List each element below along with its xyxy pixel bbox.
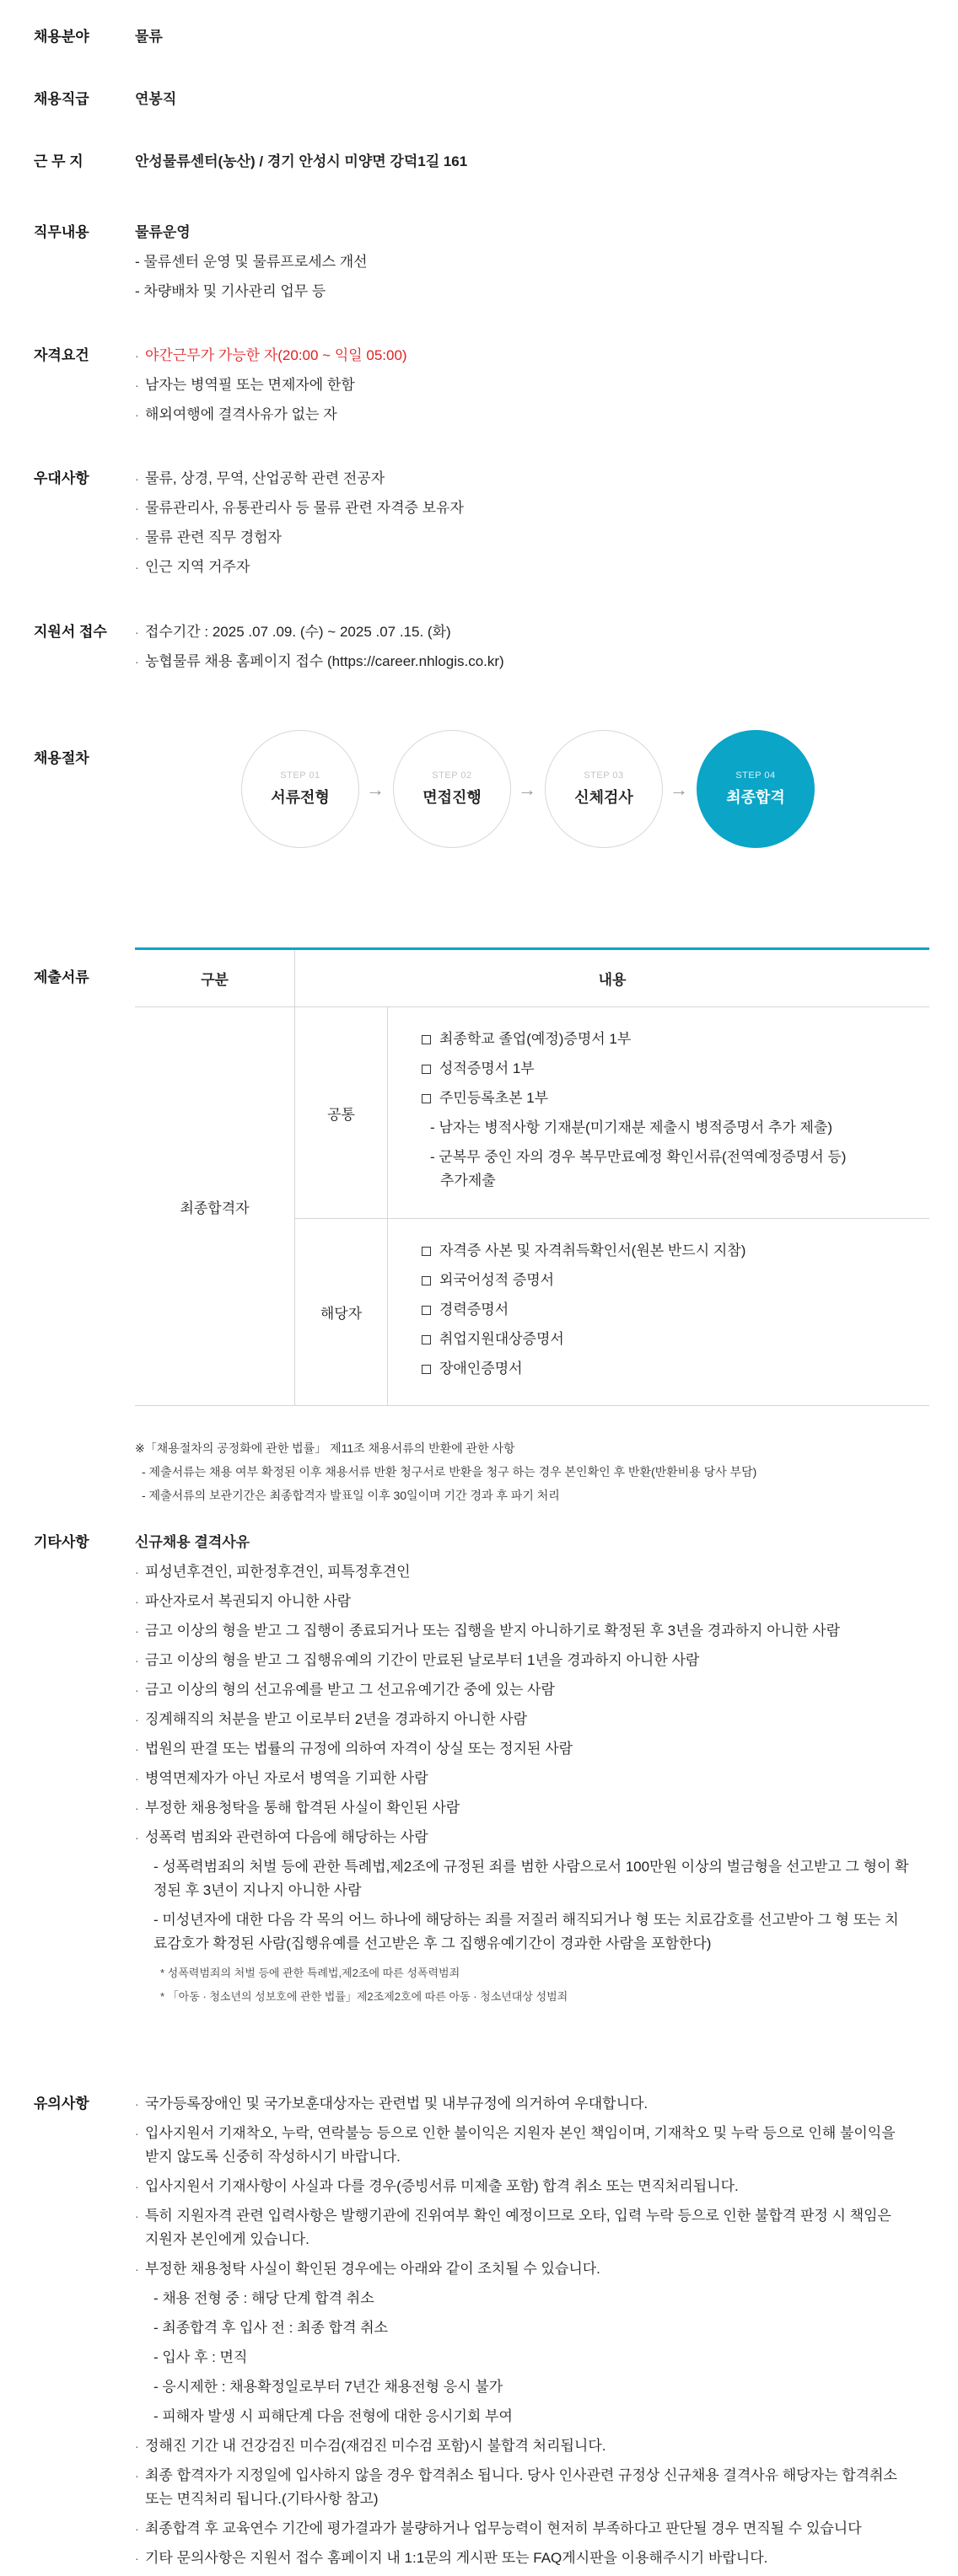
step-name: 면접진행 [422, 789, 482, 806]
footnote: * 「아동 · 청소년의 성보호에 관한 법률」제2조제2호에 따른 아동 · 청소년대상 성범죄 [160, 1990, 568, 2003]
application-period: 접수기간 : 2025 .07 .09. (수) ~ 2025 .07 .15. (화) [145, 624, 451, 640]
square-bullet-icon [422, 1365, 431, 1374]
bullet-icon: · [135, 502, 139, 515]
document-sub-item: - 남자는 병적사항 기재분(미기재분 제출시 병적증명서 추가 제출) [430, 1119, 833, 1135]
disqualification-item: 파산자로서 복권되지 아니한 사람 [145, 1593, 352, 1609]
step-2 [393, 730, 511, 848]
position-value: 연봉직 [135, 91, 177, 107]
bullet-icon: · [135, 561, 139, 574]
field-row [34, 25, 928, 59]
bullet-icon: · [135, 1713, 139, 1726]
document-item: 취업지원대상증명서 [439, 1331, 564, 1347]
document-item: 자격증 사본 및 자격취득확인서(원본 반드시 지참) [439, 1242, 746, 1258]
qualification-item: 해외여행에 결격사유가 없는 자 [145, 406, 337, 422]
group-final-candidates: 최종합격자 [135, 1007, 295, 1405]
caution-item: 국가등록장애인 및 국가보훈대상자는 관련법 및 내부규정에 의거하여 우대합니다. [145, 2096, 649, 2112]
step-name: 최종합격 [726, 789, 785, 806]
disqualification-item: 성폭력 범죄와 관련하여 다음에 해당하는 사람 [145, 1829, 428, 1845]
bullet-icon: · [135, 2552, 139, 2565]
bullet-icon: · [135, 531, 139, 545]
bullet-icon: · [135, 1624, 139, 1638]
caution-sub-item: - 최종합격 후 입사 전 : 최종 합격 취소 [153, 2320, 389, 2336]
disqualification-item: 부정한 채용청탁을 통해 합격된 사실이 확인된 사람 [145, 1800, 460, 1816]
caution-item: 최종합격 후 교육연수 기간에 평가결과가 불량하거나 업무능력이 현저히 부족하다고 판단될 경우 면직될 수 있습니다 [145, 2520, 862, 2536]
row-label-applicable: 해당자 [295, 1219, 388, 1405]
disqualification-sub-item: - 미성년자에 대한 다음 각 목의 어느 하나에 해당하는 죄를 저질러 해직되거나 형 또는 치료감호를 선고받아 그 형 또는 치료감호가 확정된 사람(집행유예를 선고받은 후 그 집행유예기간이 경과한 사람을 포함한다) [153, 1912, 899, 1951]
qualification-item: 남자는 병역필 또는 면제자에 한함 [145, 377, 355, 393]
bullet-icon: · [135, 1831, 139, 1844]
disqualification-item: 금고 이상의 형의 선고유예를 받고 그 선고유예기간 중에 있는 사람 [145, 1682, 555, 1698]
bullet-icon: · [135, 1595, 139, 1608]
square-bullet-icon [422, 1335, 431, 1344]
bullet-icon: · [135, 1772, 139, 1785]
caution-item: 기타 문의사항은 지원서 접수 홈페이지 내 1:1문의 게시판 또는 FAQ게시판을 이용해주시기 바랍니다. [145, 2550, 768, 2566]
header-content: 내용 [598, 972, 627, 988]
document-item: 최종학교 졸업(예정)증명서 1부 [439, 1031, 632, 1047]
step-number: STEP 02 [432, 770, 472, 781]
square-bullet-icon [422, 1276, 431, 1285]
bullet-icon: · [135, 1654, 139, 1667]
application-label: 지원서 접수 [34, 624, 107, 640]
bullet-icon: · [135, 2209, 139, 2223]
disqualification-item: 징계해직의 처분을 받고 이로부터 2년을 경과하지 아니한 사람 [145, 1711, 528, 1727]
caution-sub-item: - 입사 후 : 면직 [153, 2349, 248, 2365]
step-3 [545, 730, 663, 848]
footnote: * 성폭력범죄의 처벌 등에 관한 특례법,제2조에 따른 성폭력범죄 [160, 1967, 460, 1979]
location-label: 근 무 지 [34, 153, 83, 169]
cautions-row [34, 2092, 928, 2566]
step-number: STEP 03 [584, 770, 624, 781]
caution-item: 최종 합격자가 지정일에 입사하지 않을 경우 합격취소 됩니다. 당사 인사관련 규정상 신규채용 결격사유 해당자는 합격취소 또는 면직처리 됩니다.(기타사항 참고) [145, 2467, 897, 2507]
duties-item: - 물류센터 운영 및 물류프로세스 개선 [135, 254, 368, 270]
bullet-icon: · [135, 2097, 139, 2111]
duties-item: - 차량배차 및 기사관리 업무 등 [135, 283, 326, 299]
bullet-icon: · [135, 472, 139, 486]
note-retention: - 제출서류의 보관기간은 최종합격자 발표일 이후 30일이며 기간 경과 후 파기 처리 [142, 1489, 560, 1502]
bullet-icon: · [135, 1565, 139, 1579]
others-label: 기타사항 [34, 1534, 89, 1550]
table-header [135, 950, 929, 1007]
documents-notes [135, 1436, 928, 1507]
table-row-common [295, 1007, 929, 1218]
process-label: 채용절차 [34, 750, 89, 766]
preferences-label: 우대사항 [34, 470, 89, 486]
disqualification-item: 금고 이상의 형을 받고 그 집행유예의 기간이 만료된 날로부터 1년을 경과하지 아니한 사람 [145, 1652, 700, 1668]
caution-item: 정해진 기간 내 건강검진 미수검(재검진 미수검 포함)시 불합격 처리됩니다. [145, 2438, 606, 2454]
preference-item: 물류 관련 직무 경험자 [145, 529, 282, 545]
documents-table [135, 947, 929, 1406]
qualification-item-highlight: 야간근무가 가능한 자(20:00 ~ 익일 05:00) [145, 347, 407, 363]
caution-item: 입사지원서 기재착오, 누락, 연락불능 등으로 인한 불이익은 지원자 본인 책임이며, 기재착오 및 누락 등으로 인해 불이익을 받지 않도록 신중히 작성하시기 바랍니다. [145, 2125, 896, 2165]
field-label: 채용분야 [34, 29, 89, 45]
document-item: 장애인증명서 [439, 1360, 523, 1377]
document-item: 외국어성적 증명서 [439, 1272, 555, 1288]
row-label-common: 공통 [295, 1007, 388, 1218]
note-return: - 제출서류는 채용 여부 확정된 이후 채용서류 반환 청구서로 반환을 청구 하는 경우 본인확인 후 반환(반환비용 당사 부담) [142, 1465, 757, 1479]
duties-title: 물류운영 [135, 224, 191, 240]
duties-row [34, 221, 928, 314]
step-number: STEP 04 [735, 770, 776, 781]
cautions-label: 유의사항 [34, 2096, 89, 2112]
bullet-icon: · [135, 2522, 139, 2536]
caution-item: 입사지원서 기재사항이 사실과 다를 경우(증빙서류 미제출 포함) 합격 취소 또는 면직처리됩니다. [145, 2178, 739, 2194]
application-homepage: 농협물류 채용 홈페이지 접수 (https://career.nhlogis.co.kr) [145, 653, 504, 669]
position-label: 채용직급 [34, 91, 89, 107]
preference-item: 물류, 상경, 무역, 산업공학 관련 전공자 [145, 470, 385, 486]
bullet-icon: · [135, 655, 139, 668]
step-name: 서류전형 [271, 789, 330, 806]
caution-item: 특히 지원자격 관련 입력사항은 발행기관에 진위여부 확인 예정이므로 오타, 입력 누락 등으로 인한 불합격 판정 시 책임은 지원자 본인에게 있습니다. [145, 2208, 891, 2247]
caution-sub-item: - 응시제한 : 채용확정일로부터 7년간 채용전형 응시 불가 [153, 2379, 503, 2395]
step-1 [241, 730, 359, 848]
arrow-right-icon: → [518, 779, 536, 800]
disqualification-item: 피성년후견인, 피한정후견인, 피특정후견인 [145, 1564, 411, 1580]
arrow-right-icon: → [366, 779, 385, 800]
others-row [34, 1531, 928, 2020]
bullet-icon: · [135, 1801, 139, 1815]
step-number: STEP 01 [280, 770, 320, 781]
preference-item: 물류관리사, 유통관리사 등 물류 관련 자격증 보유자 [145, 500, 464, 516]
table-body [135, 1007, 929, 1406]
qualifications-label: 자격요건 [34, 347, 89, 363]
disqualification-item: 법원의 판결 또는 법률의 규정에 의하여 자격이 상실 또는 정지된 사람 [145, 1741, 573, 1757]
bullet-icon: · [135, 1742, 139, 1756]
square-bullet-icon [422, 1247, 431, 1256]
square-bullet-icon [422, 1035, 431, 1044]
disqualification-item: 병역면제자가 아닌 자로서 병역을 기피한 사람 [145, 1770, 428, 1786]
preference-item: 인근 지역 거주자 [145, 559, 250, 575]
bullet-icon: · [135, 2439, 139, 2453]
note-law: ※「채용절차의 공정화에 관한 법률」 제11조 채용서류의 반환에 관한 사항 [135, 1441, 515, 1455]
bullet-icon: · [135, 2469, 139, 2482]
document-item: 주민등록초본 1부 [439, 1090, 549, 1106]
square-bullet-icon [422, 1094, 431, 1103]
disqualification-item: 금고 이상의 형을 받고 그 집행이 종료되거나 또는 집행을 받지 아니하기로 확정된 후 3년을 경과하지 아니한 사람 [145, 1623, 841, 1639]
qualifications-row [34, 344, 928, 437]
step-4-active [697, 730, 815, 848]
caution-sub-item: - 채용 전형 중 : 해당 단계 합격 취소 [153, 2290, 374, 2306]
bullet-icon: · [135, 625, 139, 639]
step-name: 신체검사 [574, 789, 633, 806]
duties-label: 직무내용 [34, 224, 89, 240]
bullet-icon: · [135, 2262, 139, 2276]
bullet-icon: · [135, 1683, 139, 1697]
caution-item: 부정한 채용청탁 사실이 확인된 경우에는 아래와 같이 조치될 수 있습니다. [145, 2261, 600, 2277]
field-value: 물류 [135, 29, 163, 45]
documents-label: 제출서류 [34, 969, 89, 985]
location-value: 안성물류센터(농산) / 경기 안성시 미양면 강덕1길 161 [135, 153, 468, 169]
position-row [34, 88, 928, 121]
preferences-row [34, 467, 928, 589]
document-sub-item-cont: 추가제출 [440, 1173, 496, 1189]
bullet-icon: · [135, 349, 139, 362]
table-row-applicable [295, 1218, 929, 1405]
bullet-icon: · [135, 378, 139, 392]
disqualification-sub-item: - 성폭력범죄의 처벌 등에 관한 특례법,제2조에 규정된 죄를 범한 사람으로서 100만원 이상의 벌금형을 선고받고 그 형이 확정된 후 3년이 지나지 아니한 사람 [153, 1859, 909, 1898]
document-item: 경력증명서 [439, 1301, 509, 1318]
document-item: 성적증명서 1부 [439, 1060, 535, 1076]
header-category: 구분 [135, 950, 295, 1006]
bullet-icon: · [135, 2127, 139, 2140]
arrow-right-icon: → [670, 779, 688, 800]
others-title: 신규채용 결격사유 [135, 1534, 250, 1550]
process-steps [241, 730, 789, 856]
square-bullet-icon [422, 1306, 431, 1315]
application-row [34, 620, 928, 684]
square-bullet-icon [422, 1065, 431, 1074]
caution-sub-item: - 피해자 발생 시 피해단계 다음 전형에 대한 응시기회 부여 [153, 2408, 513, 2424]
bullet-icon: · [135, 408, 139, 421]
bullet-icon: · [135, 2180, 139, 2193]
location-row [34, 150, 928, 184]
document-sub-item: - 군복무 중인 자의 경우 복무만료예정 확인서류(전역예정증명서 등) [430, 1149, 847, 1165]
